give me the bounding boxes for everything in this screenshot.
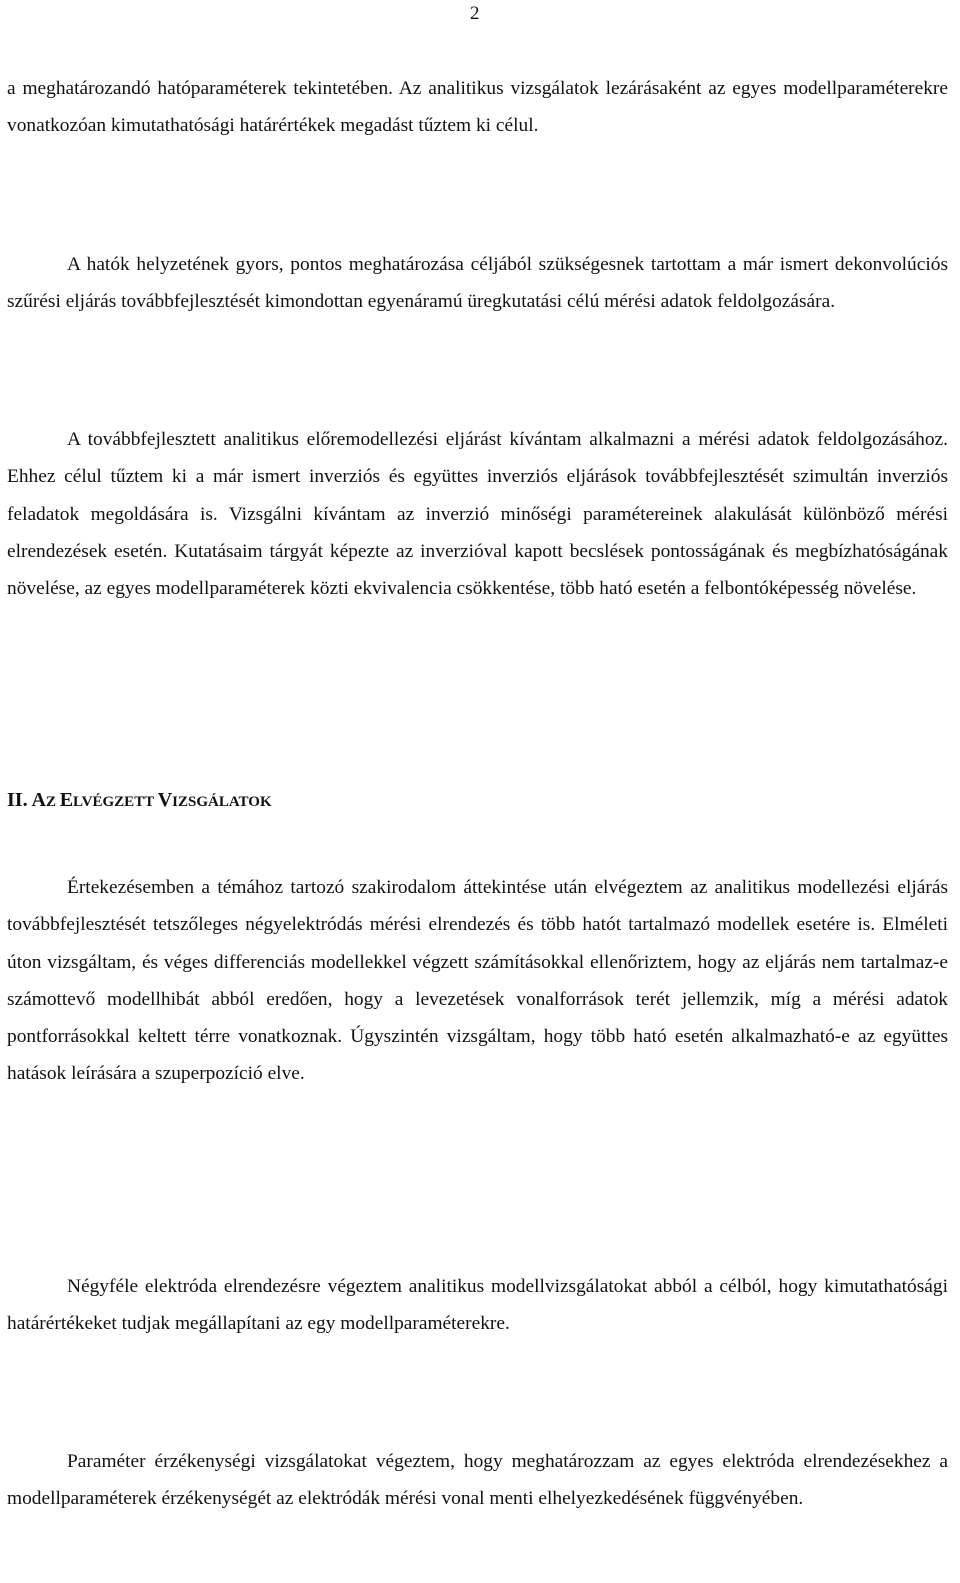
heading-letter-a: A: [31, 789, 46, 811]
heading-letter-e: E: [59, 789, 74, 811]
paragraph-3: A továbbfejlesztett analitikus előremodellezési eljárást kívántam alkalmazni a mérési adatok feldolgozásához. Ehhez célul tűztem ki a már ismert inverziós és együttes inverziós eljárások továbbfejlesztését szimultán inverziós feladatok megoldására is. Vizsgálni kívántam az inverzió minőségi paramétereinek alakulását különböző mérési elrendezések esetén. Kutatásaim tárgyát képezte az inverzióval kapott becslések pontosságának és megbízhatóságának növelése, az egyes modellparaméterek közti ekvivalencia csökkentése, több ható esetén a felbontóképesség növelése.: [7, 429, 948, 600]
heading-small-izsgalatok: IZSGÁLATOK: [172, 794, 272, 810]
heading-small-lvegzett: LVÉGZETT: [73, 794, 158, 810]
page-number: 2: [470, 3, 480, 24]
section-heading: [7, 786, 272, 816]
heading-letter-v: V: [157, 789, 173, 811]
section-number: II.: [7, 789, 28, 811]
document-page: [7, 0, 948, 1583]
paragraph-1: a meghatározandó hatóparaméterek tekintetében. Az analitikus vizsgálatok lezárásaként az egyes modellparaméterekre vonatkozóan kimutathatósági határértékek megadást tűztem ki célul.: [7, 78, 948, 137]
paragraph-5: Négyféle elektróda elrendezésre végeztem analitikus modellvizsgálatokat abból a célból, hogy kimutathatósági határértékeket tudjak megállapítani az egy modellparaméterekre.: [7, 1276, 948, 1335]
paragraph-6: Paraméter érzékenységi vizsgálatokat végeztem, hogy meghatározzam az egyes elektróda elrendezésekhez a modellparaméterek érzékenységét az elektródák mérési vonal menti elhelyezkedésének függvényében.: [7, 1451, 948, 1510]
paragraph-2: A hatók helyzetének gyors, pontos meghatározása céljából szükségesnek tartottam a már ismert dekonvolúciós szűrési eljárás továbbfejlesztését kimondottan egyenáramú üregkutatási célú mérési adatok feldolgozására.: [7, 254, 948, 313]
paragraph-4: Értekezésemben a témához tartozó szakirodalom áttekintése után elvégeztem az analitikus modellezési eljárás továbbfejlesztését tetszőleges négyelektródás mérési elrendezés és több hatót tartalmazó modellek esetére is. Elméleti úton vizsgáltam, és véges differenciás modellekkel végzett számításokkal ellenőriztem, hogy az eljárás nem tartalmaz-e számottevő modellhibát abból eredően, hogy a levezetések vonalforrások terét jellemzik, míg a mérési adatok pontforrásokkal keltett térre vonatkoznak. Úgyszintén vizsgáltam, hogy több ható esetén alkalmazható-e az együttes hatások leírására a szuperpozíció elve.: [7, 877, 948, 1085]
heading-small-z: Z: [45, 794, 60, 810]
